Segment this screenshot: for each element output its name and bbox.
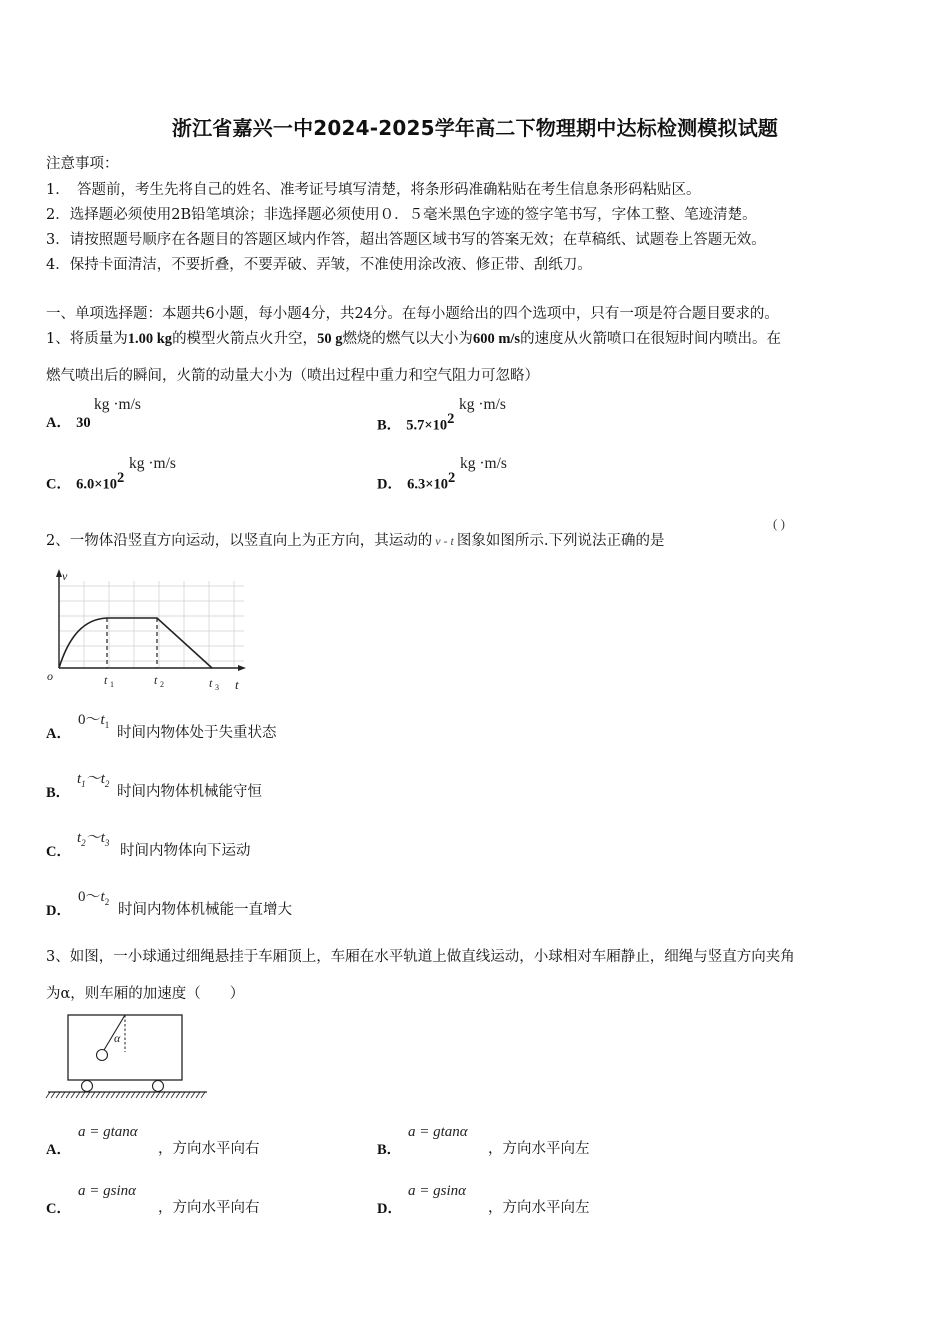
q2-text-a: 2、一物体沿竖直方向运动，以竖直向上为正方向，其运动的 xyxy=(46,533,433,549)
range-to: t xyxy=(100,771,105,787)
q2-option-c-range: $t_2\sim t_3$ xyxy=(77,830,110,848)
v-label: v xyxy=(62,569,68,583)
t-axis-label: t xyxy=(235,677,239,692)
option-label: C． xyxy=(46,844,71,860)
t2-label: t xyxy=(154,673,158,687)
q3-option-c-formula: a = gsinα xyxy=(78,1183,137,1199)
q3-option-b[interactable] xyxy=(377,1138,401,1159)
option-label: C． xyxy=(46,1201,71,1217)
option-label: D． xyxy=(377,1201,402,1217)
q1-text-d: 的速度从火箭喷口在很短时间内喷出。在 xyxy=(520,331,782,347)
q1-mass: 1.00 kg xyxy=(127,331,173,347)
q1-text-a: 1、将质量为 xyxy=(46,331,128,347)
q2-text-b: 图象如图所示.下列说法正确的是 xyxy=(456,533,665,549)
question-1-line-2: 燃气喷出后的瞬间，火箭的动量大小为（喷出过程中重力和空气阻力可忽略） xyxy=(46,368,539,384)
vt-curve xyxy=(59,618,212,668)
range-from: 0 xyxy=(78,889,86,905)
q3-option-d-text: ，方向水平向左 xyxy=(488,1200,590,1216)
vt-graph xyxy=(44,566,254,696)
option-exponent: 2 xyxy=(447,470,456,486)
range-from: 0 xyxy=(78,712,86,728)
q2-option-a-range: $0\sim t_1$ xyxy=(78,712,110,730)
q3-option-d-formula: a = gsinα xyxy=(408,1183,467,1199)
page-title: 浙江省嘉兴一中2024-2025学年高二下物理期中达标检测模拟试题 xyxy=(171,116,779,140)
option-exponent: 2 xyxy=(447,411,455,427)
t2-subscript: 2 xyxy=(160,680,164,689)
q2-option-d-text: 时间内物体机械能一直增大 xyxy=(118,902,292,918)
option-label: B． xyxy=(46,785,71,801)
option-label: A． xyxy=(46,726,71,742)
q2-option-b[interactable] xyxy=(46,781,70,802)
section-heading: 一、单项选择题：本题共6小题，每小题4分，共24分。在每小题给出的四个选项中，只有一项是符合题目要求的。 xyxy=(46,306,779,322)
q1-option-a[interactable] xyxy=(46,411,91,432)
q3-option-a-formula: a = gtanα xyxy=(78,1124,138,1140)
t3-subscript: 3 xyxy=(215,683,219,692)
question-3-line-1: 3、如图，一小球通过细绳悬挂于车厢顶上，车厢在水平轨道上做直线运动，小球相对车厢静止，细绳与竖直方向夹角 xyxy=(46,949,795,965)
wheel-left xyxy=(82,1081,93,1092)
notice-item-3: 3．请按照题号顺序在各题目的答题区域内作答，超出答题区域书写的答案无效；在草稿纸、试题卷上答题无效。 xyxy=(46,232,766,248)
ball xyxy=(97,1050,108,1061)
option-label: B． xyxy=(377,1142,402,1158)
wheel-right xyxy=(153,1081,164,1092)
t-axis-arrow xyxy=(238,665,246,671)
q1-text-b: 的模型火箭点火升空， xyxy=(172,331,318,347)
question-2-stem xyxy=(46,529,665,550)
q1-gas-mass: 50 g xyxy=(317,331,343,347)
option-label: D． xyxy=(377,476,402,493)
q1-text-c: 燃烧的燃气以大小为 xyxy=(342,331,473,347)
q1-option-a-unit: kg ·m/s xyxy=(94,396,141,413)
q2-option-b-range: $t_1\sim t_2$ xyxy=(77,771,110,789)
option-value: 30 xyxy=(76,415,91,431)
option-label: A． xyxy=(46,1142,71,1158)
q3-option-d[interactable] xyxy=(377,1197,402,1218)
range-to: t xyxy=(100,712,105,728)
option-value: 6.3×10 xyxy=(407,476,448,493)
carriage-figure xyxy=(44,1010,214,1105)
q3-option-a-text: ，方向水平向右 xyxy=(158,1141,260,1157)
range-from: t xyxy=(77,771,82,787)
q1-option-c[interactable] xyxy=(46,470,124,493)
q3-option-c-text: ，方向水平向右 xyxy=(158,1200,260,1216)
notice-item-4: 4．保持卡面清洁，不要折叠，不要弄破、弄皱，不准使用涂改液、修正带、刮纸刀。 xyxy=(46,257,592,273)
notice-item-2: 2．选择题必须使用2B铅笔填涂；非选择题必须使用０．５毫米黑色字迹的签字笔书写，字体工整、笔迹清楚。 xyxy=(46,207,757,223)
q2-option-b-text: 时间内物体机械能守恒 xyxy=(117,784,262,800)
q2-option-a[interactable] xyxy=(46,722,71,743)
range-to: t xyxy=(100,830,105,846)
q2-option-d[interactable] xyxy=(46,899,71,920)
q1-option-d[interactable] xyxy=(377,470,455,493)
question-3-line-2: 为α，则车厢的加速度（ ） xyxy=(46,986,245,1002)
option-value: 5.7×10 xyxy=(406,417,448,434)
q2-option-c-text: 时间内物体向下运动 xyxy=(120,843,251,859)
t3-label: t xyxy=(209,676,213,690)
t1-subscript: 1 xyxy=(110,680,114,689)
q2-option-c[interactable] xyxy=(46,840,71,861)
range-to: t xyxy=(100,889,105,905)
q3-option-a[interactable] xyxy=(46,1138,71,1159)
option-label: A． xyxy=(46,415,71,431)
alpha-label: α xyxy=(114,1031,121,1045)
q2-answer-paren: ( ) xyxy=(773,516,785,531)
option-label: D． xyxy=(46,903,71,919)
q2-option-a-text: 时间内物体处于失重状态 xyxy=(117,725,277,741)
notice-heading: 注意事项： xyxy=(46,156,119,172)
q2-option-d-range: $0\sim t_2$ xyxy=(78,889,110,907)
q1-option-b-unit: kg ·m/s xyxy=(459,396,506,413)
q1-option-d-unit: kg ·m/s xyxy=(460,455,507,472)
q1-speed: 600 m/s xyxy=(472,331,521,347)
q3-option-b-formula: a = gtanα xyxy=(408,1124,468,1140)
q2-vt-symbol: v - t xyxy=(435,534,454,548)
question-1-line-1 xyxy=(46,327,781,348)
range-from: t xyxy=(77,830,82,846)
option-value: 6.0×10 xyxy=(76,476,117,493)
q1-option-c-unit: kg ·m/s xyxy=(129,455,176,472)
origin-label: o xyxy=(47,669,53,683)
notice-item-1: 1． 答题前，考生先将自己的姓名、准考证号填写清楚，将条形码准确粘贴在考生信息条形码粘贴区。 xyxy=(46,182,701,198)
q3-option-b-text: ，方向水平向左 xyxy=(488,1141,590,1157)
q1-option-b[interactable] xyxy=(377,411,454,434)
option-label: C． xyxy=(46,476,71,493)
option-exponent: 2 xyxy=(116,470,125,486)
option-label: B． xyxy=(377,417,402,434)
t1-label: t xyxy=(104,673,108,687)
ground-hatching xyxy=(46,1092,205,1098)
q3-option-c[interactable] xyxy=(46,1197,71,1218)
